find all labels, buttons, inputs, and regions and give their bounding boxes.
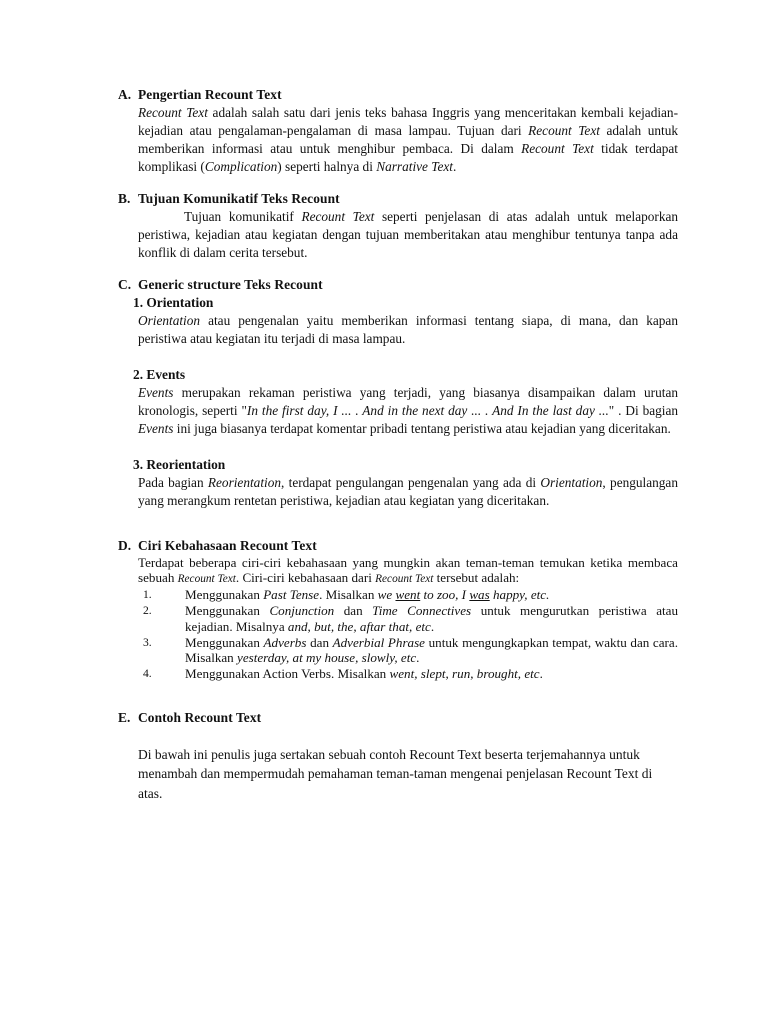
subsection-events-heading: 2. Events xyxy=(133,367,186,382)
section-a-letter: A. xyxy=(118,87,132,102)
text-italic: Orientation xyxy=(138,313,201,328)
text-italic: Time Connectives xyxy=(372,603,472,619)
spacer xyxy=(118,510,678,537)
text-run: merupakan rekaman peristiwa yang terjadi, yang biasanya disampaikan dalam urutan kronologis, seperti " xyxy=(138,385,678,418)
text-italic: Recount Text xyxy=(138,105,208,120)
text-italic: Events xyxy=(138,421,174,436)
list-item xyxy=(138,666,678,681)
text-italic: Recount Text xyxy=(528,123,600,138)
text-run: Menggunakan xyxy=(185,634,264,650)
section-a-paragraph xyxy=(138,104,678,176)
subsection-reorientation-heading: 3. Reorientation xyxy=(133,457,226,472)
text-run: ) seperti halnya di xyxy=(277,159,377,174)
document-content xyxy=(118,86,678,803)
text-italic: Conjunction xyxy=(269,603,335,619)
text-run: adalah salah satu dari jenis teks bahasa Inggris yang menceritakan kembali kejadian-kejadian atau pengalaman-pengalaman di masa lampau. Tujuan dari xyxy=(138,105,679,138)
section-e-letter: E. xyxy=(118,709,131,725)
section-c-title: Generic structure Teks Recount xyxy=(138,277,323,292)
section-c xyxy=(118,276,678,510)
text-run: , pengulangan yang merangkum rentetan peristiwa, kejadian atau kegiatan yang diceritakan. xyxy=(138,475,678,508)
text-run: to zoo, I xyxy=(420,587,470,603)
text-run: ini juga biasanya terdapat komentar pribadi tentang peristiwa atau kejadian yang diceritakan. xyxy=(173,421,671,436)
section-a-heading xyxy=(118,86,678,104)
text-run: untuk mengungkapkan tempat, waktu dan cara. Misalkan xyxy=(185,634,679,666)
text-run: . xyxy=(539,665,543,681)
text-run: Pada bagian xyxy=(138,475,208,490)
spacer xyxy=(118,682,678,709)
section-d-letter: D. xyxy=(118,538,132,553)
text-run: tidak terdapat komplikasi ( xyxy=(138,141,678,174)
text-italic: Past Tense xyxy=(263,587,320,603)
text-italic: Adverbs xyxy=(263,634,307,650)
section-d xyxy=(118,537,678,681)
text-italic: Adverbial Phrase xyxy=(332,634,425,650)
text-italic: Narrative Text xyxy=(376,159,453,174)
text-run: untuk mengurutkan peristiwa atau kejadian. Misalnya xyxy=(185,603,678,634)
text-underline: went xyxy=(395,587,421,603)
list-item xyxy=(138,603,678,634)
section-b xyxy=(118,190,678,262)
subsection-orientation-heading: 1. Orientation xyxy=(133,295,214,310)
text-run: Tujuan komunikatif xyxy=(184,209,302,224)
text-italic: Recount Text xyxy=(301,209,375,224)
text-run: Menggunakan xyxy=(185,603,270,619)
list-item xyxy=(138,635,678,666)
section-b-letter: B. xyxy=(118,191,131,206)
section-b-heading xyxy=(118,190,678,208)
list-item-number: 2. xyxy=(143,604,152,618)
spacer xyxy=(118,438,678,456)
text-italic: Recount Text xyxy=(521,141,594,156)
text-run: dan xyxy=(306,634,333,650)
section-c-letter: C. xyxy=(118,277,132,292)
text-run: adalah untuk memberikan informasi atau untuk menghibur pembaca. Di dalam xyxy=(138,123,678,156)
list-item-number: 3. xyxy=(143,635,152,649)
text-run: we xyxy=(377,587,396,603)
spacer xyxy=(118,176,678,190)
subsection-orientation-paragraph xyxy=(138,312,678,348)
section-e xyxy=(118,709,678,804)
text-run: dan xyxy=(334,603,373,619)
text-run: . xyxy=(416,650,420,666)
text-italic: yesterday, at my house, slowly, etc xyxy=(237,650,417,666)
text-run: Menggunakan xyxy=(185,587,264,603)
section-b-paragraph xyxy=(138,208,678,262)
section-d-heading xyxy=(118,537,678,555)
section-e-title: Contoh Recount Text xyxy=(138,709,262,725)
text-run: Terdapat beberapa ciri-ciri kebahasaan yang mungkin akan teman-teman temukan ketika membaca sebuah xyxy=(138,555,678,586)
text-run: " . Di bagian xyxy=(608,403,679,418)
text-italic: Complication xyxy=(204,159,278,174)
section-a xyxy=(118,86,678,176)
section-a-title: Pengertian Recount Text xyxy=(138,87,282,102)
list-item xyxy=(138,587,678,602)
language-feature-list xyxy=(138,587,678,681)
section-b-title: Tujuan Komunikatif Teks Recount xyxy=(138,191,340,206)
text-italic xyxy=(378,587,550,602)
text-italic: and, but, the, aftar that, etc xyxy=(287,618,431,634)
list-item-number: 4. xyxy=(143,666,152,680)
subsection-events-paragraph xyxy=(138,384,678,438)
text-run: . Ciri-ciri kebahasaan dari xyxy=(235,570,376,586)
text-underline: was xyxy=(469,587,490,603)
spacer xyxy=(118,262,678,276)
text-run: Menggunakan Action Verbs. Misalkan xyxy=(185,665,390,681)
section-c-heading xyxy=(118,276,678,294)
text-run: happy, etc. xyxy=(489,587,550,603)
text-run: . Misalkan xyxy=(319,587,378,603)
list-item-number: 1. xyxy=(143,588,152,602)
section-e-heading xyxy=(118,709,678,727)
section-e-paragraph: Di bawah ini penulis juga sertakan sebuah contoh Recount Text beserta terjemahannya untuk menambah dan mempermudah pemahaman teman-taman mengenai penjelasan Recount Text di atas. xyxy=(138,746,653,801)
spacer xyxy=(118,348,678,366)
text-italic: Recount Text xyxy=(177,573,236,586)
section-d-intro xyxy=(138,555,678,587)
text-run: . xyxy=(452,159,457,174)
text-run: atau pengenalan yaitu memberikan informasi tentang siapa, di mana, dan kapan peristiwa atau kegiatan itu terjadi di masa lampau. xyxy=(138,313,678,346)
subsection-reorientation-paragraph xyxy=(138,474,678,510)
text-italic: Orientation xyxy=(540,475,603,490)
text-italic: In the first day, I ... . And in the next day ... . And In the last day ... xyxy=(246,403,609,418)
text-italic: Recount Text xyxy=(375,573,434,586)
section-d-title: Ciri Kebahasaan Recount Text xyxy=(138,538,317,553)
text-run: , terdapat pengulangan pengenalan yang ada di xyxy=(281,475,541,490)
text-run: seperti penjelasan di atas adalah untuk melaporkan peristiwa, kejadian atau kegiatan dengan tujuan memberitakan atau menghibur tentunya tanpa ada konflik di dalam cerita tersebut. xyxy=(138,209,679,260)
text-run: . xyxy=(430,618,435,634)
text-italic: went, slept, run, brought, etc xyxy=(389,665,540,681)
spacer xyxy=(118,727,678,745)
text-italic: Reorientation xyxy=(207,475,282,490)
text-italic: Events xyxy=(138,385,174,400)
text-run: tersebut adalah: xyxy=(433,570,520,586)
